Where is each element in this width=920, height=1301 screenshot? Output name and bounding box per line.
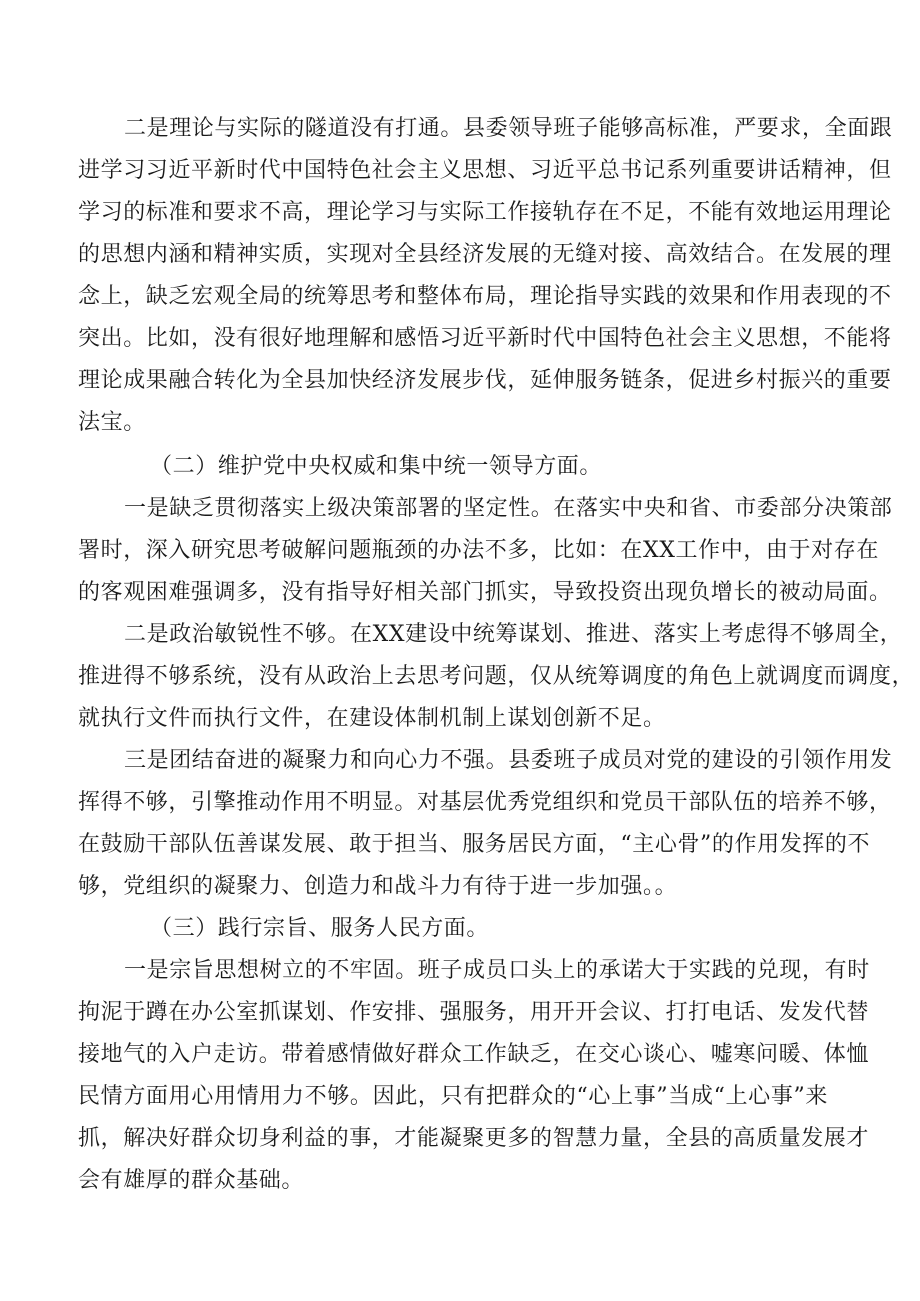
paragraph-line: 突出。比如，没有很好地理解和感悟习近平新时代中国特色社会主义思想，不能将 bbox=[78, 326, 892, 351]
paragraph-line: 会有雄厚的群众基础。 bbox=[78, 1168, 305, 1193]
paragraph-line: 二是政治敏锐性不够。在XX建设中统筹谋划、推进、落实上考虑得不够周全， bbox=[124, 622, 903, 647]
paragraph-line: 的客观困难强调多，没有指导好相关部门抓实，导致投资出现负增长的被动局面。 bbox=[78, 580, 892, 605]
paragraph-line: 念上，缺乏宏观全局的统筹思考和整体布局，理论指导实践的效果和作用表现的不 bbox=[78, 284, 892, 309]
paragraph-line: 进学习习近平新时代中国特色社会主义思想、习近平总书记系列重要讲话精神，但 bbox=[78, 158, 892, 183]
paragraph-line: 的思想内涵和精神实质，实现对全县经济发展的无缝对接、高效结合。在发展的理 bbox=[78, 242, 892, 267]
paragraph-line: 三是团结奋进的凝聚力和向心力不强。县委班子成员对党的建设的引领作用发 bbox=[124, 748, 893, 773]
paragraph-line: 够，党组织的凝聚力、创造力和战斗力有待于进一步加强。。 bbox=[78, 874, 678, 899]
paragraph-line: 挥得不够，引擎推动作用不明显。对基层优秀党组织和党员干部队伍的培养不够， bbox=[78, 790, 892, 815]
paragraph-line: 民情方面用心用情用力不够。因此，只有把群众的“心上事”当成“上心事”来 bbox=[78, 1084, 828, 1109]
paragraph-line: 一是缺乏贯彻落实上级决策部署的坚定性。在落实中央和省、市委部分决策部 bbox=[124, 496, 893, 521]
paragraph-line: 抓，解决好群众切身利益的事，才能凝聚更多的智慧力量，全县的高质量发展才 bbox=[78, 1126, 870, 1151]
paragraph-line: 在鼓励干部队伍善谋发展、敢于担当、服务居民方面，“主心骨”的作用发挥的不 bbox=[78, 832, 871, 857]
paragraph-line: 理论成果融合转化为全县加快经济发展步伐，延伸服务链条，促进乡村振兴的重要 bbox=[78, 368, 892, 393]
paragraph-line: 二是理论与实际的隧道没有打通。县委领导班子能够高标准，严要求，全面跟 bbox=[124, 116, 893, 141]
paragraph-line: 署时，深入研究思考破解问题瓶颈的办法不多，比如：在XX工作中，由于对存在 bbox=[78, 538, 879, 563]
paragraph-line: 一是宗旨思想树立的不牢固。班子成员口头上的承诺大于实践的兑现，有时 bbox=[124, 958, 870, 983]
paragraph-line: 接地气的入户走访。带着感情做好群众工作缺乏，在交心谈心、嘘寒问暖、体恤 bbox=[78, 1042, 870, 1067]
paragraph-line: 拘泥于蹲在办公室抓谋划、作安排、强服务，用开开会议、打打电话、发发代替 bbox=[78, 1000, 870, 1025]
paragraph-line: 学习的标准和要求不高，理论学习与实际工作接轨存在不足，不能有效地运用理论 bbox=[78, 200, 892, 225]
paragraph-line: 就执行文件而执行文件，在建设体制机制上谋划创新不足。 bbox=[78, 706, 666, 731]
section-heading: （三）践行宗旨、服务人民方面。 bbox=[150, 916, 490, 941]
paragraph-line: 法宝。 bbox=[78, 410, 146, 435]
paragraph-line: 推进得不够系统，没有从政治上去思考问题，仅从统筹调度的角色上就调度而调度， bbox=[78, 664, 915, 689]
section-heading: （二）维护党中央权威和集中统一领导方面。 bbox=[150, 454, 603, 479]
